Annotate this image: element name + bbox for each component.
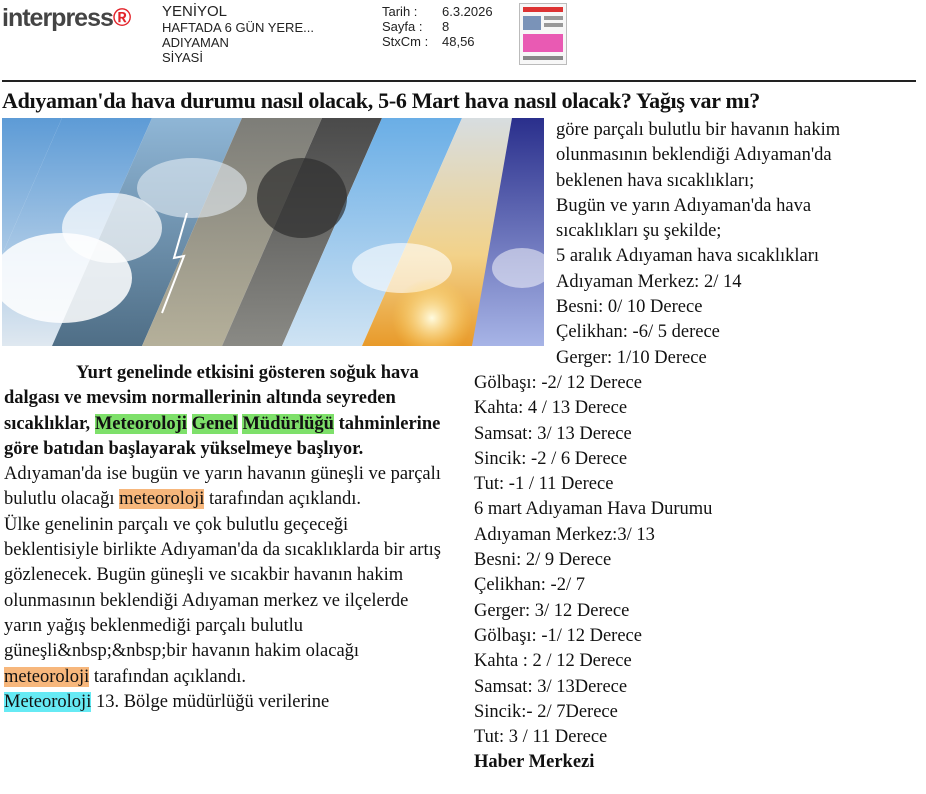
article-body-right-top [556,118,924,371]
temperature-line: Gerger: 3/ 12 Derece [474,600,630,621]
page-thumbnail[interactable] [519,3,567,65]
article-paragraph: Meteoroloji 13. Bölge müdürlüğü verilerine [4,691,330,712]
interpress-logo: interpress® [2,4,131,32]
highlight-meteoroloji: meteoroloji [119,489,205,510]
article-headline: Adıyaman'da hava durumu nasıl olacak, 5-6 Mart hava nasıl olacak? Yağış var mı? [2,88,761,113]
text-line: olunmasının beklendiği Adıyaman'da [556,145,832,166]
temperature-line: Gerger: 1/10 Derece [556,347,707,368]
temperature-line: Besni: 2/ 9 Derece [474,550,612,571]
temperature-line: Çelikhan: -6/ 5 derece [556,322,720,343]
temperature-line: Kahta: 4 / 13 Derece [474,398,628,419]
temperature-line: Besni: 0/ 10 Derece [556,297,703,318]
weather-collage-image [2,118,544,346]
meta-page: Sayfa : 8 [382,19,450,34]
text-line: 5 aralık Adıyaman hava sıcaklıkları [556,246,820,267]
publication-name: YENİYOL [162,3,228,20]
temperature-line: Sincik:- 2/ 7Derece [474,701,618,722]
text-line: beklenen hava sıcaklıkları; [556,170,755,191]
temperature-line: Tut: 3 / 11 Derece [474,727,608,748]
publication-frequency: HAFTADA 6 GÜN YERE... [162,20,314,35]
article-lead: Yurt genelinde etkisini gösteren soğuk hava dalgası ve mevsim normallerinin altında seyreden sıcaklıklar, Meteoroloji Genel Müdürlüğü tahminlerine göre batıdan başlayarak yükselmeye başlıyor. [4,363,441,459]
temperature-line: Adıyaman Merkez:3/ 13 [474,524,655,545]
text-line: 6 mart Adıyaman Hava Durumu [474,499,713,520]
highlight-meteoroloji: meteoroloji [4,666,90,687]
clipping-meta [382,4,493,49]
temperature-line: Samsat: 3/ 13Derece [474,676,628,697]
temperature-line: Adıyaman Merkez: 2/ 14 [556,271,742,292]
temperature-line: Gölbaşı: -1/ 12 Derece [474,625,642,646]
article-paragraph: Ülke genelinin parçalı ve çok bulutlu geçeceği beklentisiyle birlikte Adıyaman'da da sıcaklıklarda bir artış gözlenecek. Bugün güneşli ve sıcakbir havanın hakim olunmasının beklendiği Adıyaman merkez ve ilçelerde yarın yağış beklenmediği parçalı bulutlu güneşli&nbsp;&nbsp;bir havanın hakim olacağı meteoroloji tarafından açıklandı. [4,514,441,687]
highlight-meteoroloji: Meteoroloji [94,413,187,434]
article-body-right-bottom [474,371,914,776]
temperature-line: Tut: -1 / 11 Derece [474,474,614,495]
temperature-line: Çelikhan: -2/ 7 [474,575,585,596]
highlight-mudurlugu: Müdürlüğü [242,413,334,434]
article-signature: Haber Merkezi [474,752,595,773]
publication-category: SİYASİ [162,50,203,65]
text-line: Bugün ve yarın Adıyaman'da hava [556,195,812,216]
text-line: sıcaklıkları şu şekilde; [556,221,722,242]
meta-stxcm: StxCm : 48,56 [382,34,475,49]
temperature-line: Sincik: -2 / 6 Derece [474,448,628,469]
article-body-left [4,361,446,715]
highlight-meteoroloji: Meteoroloji [4,691,92,712]
article-paragraph: Adıyaman'da ise bugün ve yarın havanın güneşli ve parçalı bulutlu olacağı meteoroloji tarafından açıklandı. [4,464,441,510]
meta-date: Tarih : 6.3.2026 [382,4,493,19]
temperature-line: Gölbaşı: -2/ 12 Derece [474,373,642,393]
highlight-genel: Genel [191,413,238,434]
publication-city: ADIYAMAN [162,35,229,50]
temperature-line: Samsat: 3/ 13 Derece [474,423,632,444]
text-line: göre parçalı bulutlu bir havanın hakim [556,120,841,140]
publication-info [162,4,314,65]
temperature-line: Kahta : 2 / 12 Derece [474,651,632,672]
header-divider [2,80,916,82]
